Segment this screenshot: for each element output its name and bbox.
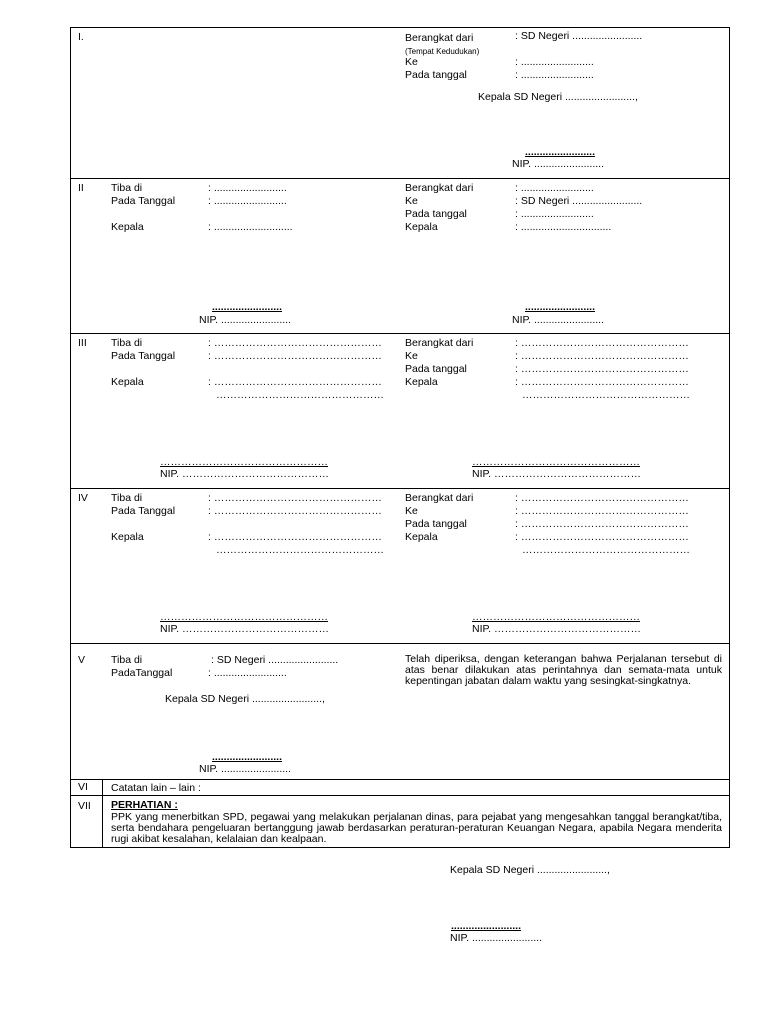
footer-nip: NIP. ........................ xyxy=(450,932,542,944)
s4-ke-label: Ke xyxy=(405,505,418,517)
s5-tanggal-label: PadaTanggal xyxy=(111,667,173,679)
row-divider-3 xyxy=(70,488,730,489)
s4-r-kepala-value-cont: ………………………………………… xyxy=(522,544,690,556)
s3-tanggal-value: : ………………………………………… xyxy=(208,350,382,362)
s3-r-tanggal-value: : ………………………………………… xyxy=(515,363,689,375)
s3-tiba-value: : ………………………………………… xyxy=(208,337,382,349)
s5-tanggal-value: : ......................... xyxy=(208,667,287,679)
s4-kepala-value-cont: ………………………………………… xyxy=(216,544,384,556)
s4-berangkat-label: Berangkat dari xyxy=(405,492,474,504)
s4-berangkat-value: : ………………………………………… xyxy=(515,492,689,504)
s5-tiba-value: : SD Negeri ........................ xyxy=(211,654,339,666)
s3-kepala-label: Kepala xyxy=(111,376,144,388)
table-border-top xyxy=(70,27,730,28)
s1-tanggal-value: : ......................... xyxy=(515,69,594,81)
s3-kepala-value: : ………………………………………… xyxy=(208,376,382,388)
row-divider-5 xyxy=(70,779,730,780)
row-divider-6 xyxy=(70,795,730,796)
table-border-bottom xyxy=(70,847,730,848)
table-border-right xyxy=(729,27,730,847)
section-2-number: II xyxy=(78,182,84,194)
s4-kepala-label: Kepala xyxy=(111,531,144,543)
s5-signature-line: ........................ xyxy=(212,751,283,763)
s4-left-nip: NIP. …………………………………… xyxy=(160,623,329,635)
s3-right-nip: NIP. …………………………………… xyxy=(472,468,641,480)
s3-r-kepala-value: : ………………………………………… xyxy=(515,376,689,388)
s4-ke-value: : ………………………………………… xyxy=(515,505,689,517)
s4-r-kepala-label: Kepala xyxy=(405,531,438,543)
s2-berangkat-value: : ......................... xyxy=(515,182,594,194)
s1-signature-line: ........................ xyxy=(525,146,596,158)
s2-left-nip: NIP. ........................ xyxy=(199,314,291,326)
row-divider-2 xyxy=(70,333,730,334)
s2-tiba-label: Tiba di xyxy=(111,182,143,194)
s2-tanggal-label: Pada Tanggal xyxy=(111,195,176,207)
s5-kepala-sd: Kepala SD Negeri ........................, xyxy=(165,693,325,705)
row-divider-4 xyxy=(70,643,730,644)
section-5-number: V xyxy=(78,654,86,666)
s4-tiba-label: Tiba di xyxy=(111,492,143,504)
section-1-number: I. xyxy=(78,31,84,43)
s2-kepala-label: Kepala xyxy=(111,221,144,233)
s2-r-kepala-label: Kepala xyxy=(405,221,438,233)
s2-ke-label: Ke xyxy=(405,195,418,207)
section-3-number: III xyxy=(78,337,87,349)
s3-left-signature-line: ………………………………………… xyxy=(160,456,328,468)
s5-tiba-label: Tiba di xyxy=(111,654,143,666)
s3-ke-value: : ………………………………………… xyxy=(515,350,689,362)
section-7-number: VII xyxy=(78,800,91,812)
s2-right-signature-line: ........................ xyxy=(525,301,596,313)
s1-kepala-sd: Kepala SD Negeri ........................, xyxy=(478,91,638,103)
s2-berangkat-label: Berangkat dari xyxy=(405,182,474,194)
section-6-number: VI xyxy=(78,781,88,793)
s4-r-tanggal-value: : ………………………………………… xyxy=(515,518,689,530)
number-column-divider xyxy=(102,779,103,847)
s4-r-tanggal-label: Pada tanggal xyxy=(405,518,467,530)
s3-left-nip: NIP. …………………………………… xyxy=(160,468,329,480)
s3-ke-label: Ke xyxy=(405,350,418,362)
s3-tiba-label: Tiba di xyxy=(111,337,143,349)
s4-tanggal-value: : ………………………………………… xyxy=(208,505,382,517)
s2-r-tanggal-label: Pada tanggal xyxy=(405,208,467,220)
section-4-number: IV xyxy=(78,492,88,504)
s7-title: PERHATIAN : xyxy=(111,799,178,811)
s2-ke-value: : SD Negeri ........................ xyxy=(515,195,643,207)
s5-verification-note: Telah diperiksa, dengan keterangan bahwa Perjalanan tersebut di atas benar dilakukan atas perintahnya dan semata-mata untuk kepentingan jabatan dalam waktu yang sesingkat-singkatnya. xyxy=(405,653,722,687)
s1-ke-value: : ......................... xyxy=(515,56,594,68)
s2-tiba-value: : ......................... xyxy=(208,182,287,194)
s5-nip: NIP. ........................ xyxy=(199,763,291,775)
s1-ke-label: Ke xyxy=(405,56,418,68)
s1-berangkat-value: : SD Negeri ........................ xyxy=(515,30,643,42)
s4-left-signature-line: ………………………………………… xyxy=(160,611,328,623)
s2-r-tanggal-value: : ......................... xyxy=(515,208,594,220)
row-divider-1 xyxy=(70,178,730,179)
s3-r-kepala-label: Kepala xyxy=(405,376,438,388)
footer-kepala-sd: Kepala SD Negeri ........................, xyxy=(450,864,610,876)
s2-tanggal-value: : ......................... xyxy=(208,195,287,207)
s3-r-tanggal-label: Pada tanggal xyxy=(405,363,467,375)
s2-left-signature-line: ........................ xyxy=(212,301,283,313)
s3-tanggal-label: Pada Tanggal xyxy=(111,350,176,362)
s2-kepala-value: : ........................... xyxy=(208,221,293,233)
s4-tanggal-label: Pada Tanggal xyxy=(111,505,176,517)
s2-r-kepala-value: : ............................... xyxy=(515,221,612,233)
s3-berangkat-value: : ………………………………………… xyxy=(515,337,689,349)
s3-r-kepala-value-cont: ………………………………………… xyxy=(522,389,690,401)
s4-right-nip: NIP. …………………………………… xyxy=(472,623,641,635)
s6-catatan: Catatan lain – lain : xyxy=(111,782,201,794)
s1-tanggal-label: Pada tanggal xyxy=(405,69,467,81)
s7-notice-text: PPK yang menerbitkan SPD, pegawai yang melakukan perjalanan dinas, para pejabat yang mengesahkan tanggal berangkat/tiba, serta bendahara pengeluaran bertanggung jawab berdasarkan peraturan-peraturan Keuangan Negara, apabila Negara menderita rugi akibat kesalahan, kelalaian dan kealpaan. xyxy=(111,811,722,845)
s3-kepala-value-cont: ………………………………………… xyxy=(216,389,384,401)
s3-berangkat-label: Berangkat dari xyxy=(405,337,474,349)
s2-right-nip: NIP. ........................ xyxy=(512,314,604,326)
s3-right-signature-line: ………………………………………… xyxy=(472,456,640,468)
table-border-left xyxy=(70,27,71,847)
s1-nip: NIP. ........................ xyxy=(512,158,604,170)
s4-kepala-value: : ………………………………………… xyxy=(208,531,382,543)
s4-r-kepala-value: : ………………………………………… xyxy=(515,531,689,543)
s1-tempat-note: (Tempat Kedudukan) xyxy=(405,47,480,56)
s1-berangkat-label: Berangkat dari xyxy=(405,32,474,44)
footer-signature-line: ........................ xyxy=(451,920,522,932)
s4-right-signature-line: ………………………………………… xyxy=(472,611,640,623)
s4-tiba-value: : ………………………………………… xyxy=(208,492,382,504)
